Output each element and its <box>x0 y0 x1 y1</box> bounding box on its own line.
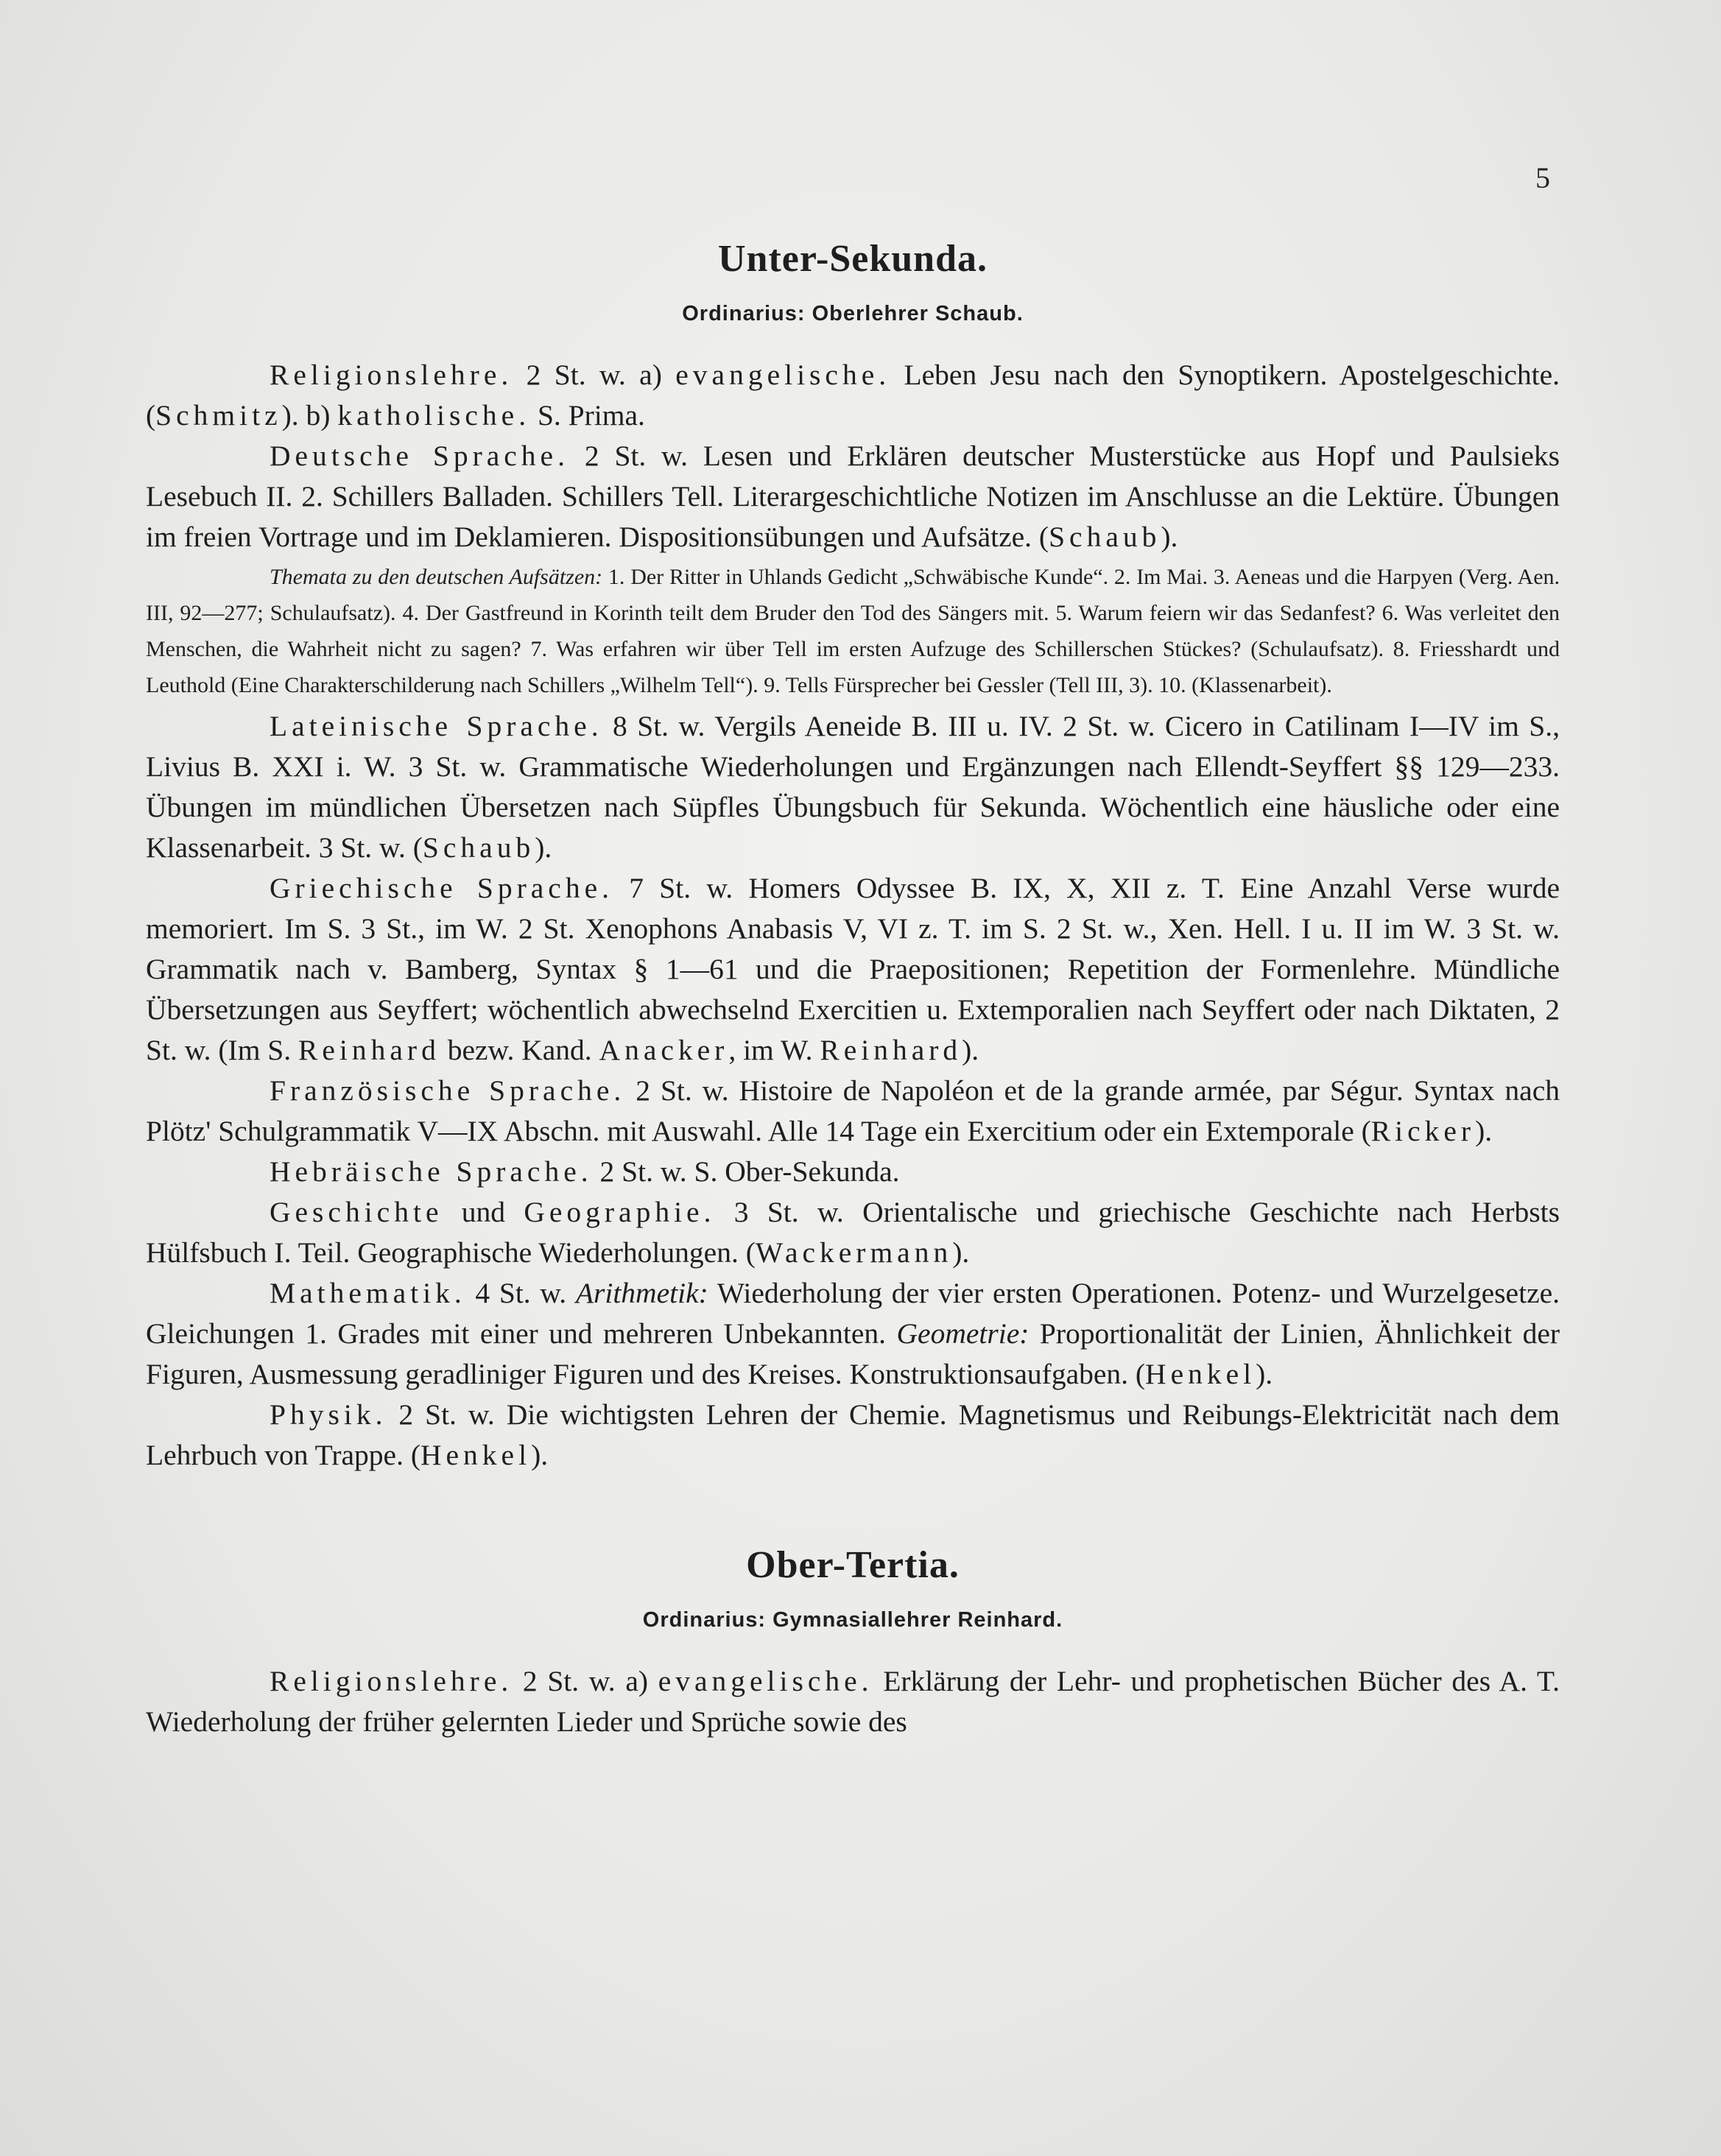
subject-geschichte: Geschichte <box>270 1196 443 1228</box>
subject-griechisch: Griechische Sprache. <box>270 872 613 904</box>
teacher-name: Reinhard <box>820 1034 962 1066</box>
paragraph-mathematik <box>146 1273 1560 1395</box>
subject-religion: Religionslehre. <box>270 359 513 391</box>
denomination: evangelische. <box>675 359 891 391</box>
teacher-name: Anacker <box>599 1034 729 1066</box>
text: 2 St. w. a) <box>513 1665 658 1697</box>
subject-mathematik: Mathematik. <box>270 1277 466 1309</box>
subsection-label: Arithmetik: <box>575 1277 708 1309</box>
text: ). <box>962 1034 979 1066</box>
text: 2 St. w. S. Ober-Sekunda. <box>592 1155 900 1188</box>
paragraph-geschichte <box>146 1192 1560 1273</box>
denomination: katholische. <box>337 399 531 431</box>
themata-lead: Themata zu den deutschen Aufsätzen: <box>270 565 603 589</box>
paragraph-griechisch <box>146 868 1560 1071</box>
text: ). <box>1256 1358 1273 1390</box>
text: Wiederholung der vier ersten Operationen. Potenz- und Wurzelgesetze. Gleichungen 1. Grades mit einer und mehreren Unbekannten. <box>146 1277 1560 1350</box>
text: Erklärung der Lehr- und prophetischen Bücher des A. T. Wiederholung der früher gelernten Lieder und Sprüche sowie des <box>146 1665 1560 1738</box>
text: 4 St. w. <box>465 1277 576 1309</box>
text: 8 St. w. Vergils Aeneide B. III u. IV. 2 St. w. Cicero in Catilinam I—IV im S., Livius B. XXI i. W. 3 St. w. Grammatische Wiederholungen und Ergänzungen nach Ellendt-Seyffert §§ 129—233. Übungen im mündlichen Übersetzen nach Süpfles Übungsbuch für Sekunda. Wöchentlich eine häusliche oder eine Klassenarbeit. 3 St. w. ( <box>146 710 1560 864</box>
paragraph-religion <box>146 355 1560 436</box>
text: und <box>443 1196 524 1228</box>
ordinarius-ober-tertia: Ordinarius: Gymnasiallehrer Reinhard. <box>642 1608 1063 1632</box>
section-gap <box>146 1476 1560 1527</box>
text: 2 St. w. Lesen und Erklären deutscher Musterstücke aus Hopf und Paulsieks Lesebuch II. 2. Schillers Balladen. Schillers Tell. Literargeschichtliche Notizen im Anschlusse an die Lektüre. Übungen im freien Vortrage und im Deklamieren. Dispositionsübungen und Aufsätze. ( <box>146 440 1560 553</box>
subject-deutsch: Deutsche Sprache. <box>270 440 569 472</box>
subject-franzoesisch: Französische Sprache. <box>270 1074 626 1107</box>
text: 2 St. w. Histoire de Napoléon et de la grande armée, par Ségur. Syntax nach Plötz' Schulgrammatik V—IX Abschn. mit Auswahl. Alle 14 Tage ein Exercitium oder ein Extemporale ( <box>146 1074 1560 1147</box>
teacher-name: Reinhard <box>298 1034 440 1066</box>
paragraph-deutsch <box>146 436 1560 557</box>
text: 7 St. w. Homers Odyssee B. IX, X, XII z. T. Eine Anzahl Verse wurde memoriert. Im S. 3 St., im W. 2 St. Xenophons Anabasis V, VI z. T. im S. 2 St. w., Xen. Hell. I u. II im W. 3 St. w. Grammatik nach v. Bamberg, Syntax § 1—61 und die Praepositionen; Repetition der Formenlehre. Mündliche Übersetzungen aus Seyffert; wöchentlich abwechselnd Exercitien u. Extemporalien nach Seyffert oder nach Diktaten, 2 St. w. (Im S. <box>146 872 1560 1066</box>
text: , im W. <box>728 1034 820 1066</box>
paragraph-latein <box>146 706 1560 868</box>
paragraph-physik <box>146 1395 1560 1476</box>
denomination: evangelische. <box>658 1665 873 1697</box>
text: bezw. Kand. <box>440 1034 599 1066</box>
teacher-name: Henkel <box>420 1439 532 1471</box>
text: ). <box>535 831 552 864</box>
text: ). <box>952 1236 970 1269</box>
ordinarius-unter-sekunda: Ordinarius: Oberlehrer Schaub. <box>682 302 1024 325</box>
text: ). <box>1161 521 1178 553</box>
teacher-name: Schaub <box>1049 521 1161 553</box>
text: 3 St. w. Orientalische und griechische Geschichte nach Herbsts Hülfsbuch I. Teil. Geographische Wiederholungen. ( <box>146 1196 1560 1269</box>
subject-religion: Religionslehre. <box>270 1665 513 1697</box>
paragraph-hebraeisch <box>146 1152 1560 1192</box>
teacher-name: Schaub <box>422 831 535 864</box>
teacher-name: Wackermann <box>755 1236 953 1269</box>
text: Leben Jesu nach den Synoptikern. Apostelgeschichte. ( <box>146 359 1560 431</box>
subject-hebraeisch: Hebräische Sprache. <box>270 1155 593 1188</box>
text: ). b) <box>281 399 338 431</box>
teacher-name: Henkel <box>1145 1358 1256 1390</box>
section-title-ober-tertia: Ober-Tertia. <box>746 1544 960 1586</box>
text: ). <box>531 1439 549 1471</box>
teacher-name: Ricker <box>1370 1115 1476 1147</box>
text: ). <box>1475 1115 1493 1147</box>
paragraph-franzoesisch <box>146 1071 1560 1152</box>
text: 2 St. w. a) <box>513 359 676 391</box>
page-content <box>146 221 1560 1742</box>
subsection-label: Geometrie: <box>896 1317 1030 1350</box>
text: S. Prima. <box>530 399 645 431</box>
page-number: 5 <box>1535 161 1550 194</box>
section-title-unter-sekunda: Unter-Sekunda. <box>717 238 988 280</box>
themata-list: 1. Der Ritter in Uhlands Gedicht „Schwäbische Kunde“. 2. Im Mai. 3. Aeneas und die Harpyen (Verg. Aen. III, 92—277; Schulaufsatz). 4. Der Gastfreund in Korinth teilt dem Bruder den Tod des Sängers mit. 5. Warum feiern wir das Sedanfest? 6. Was verleitet den Menschen, die Wahrheit nicht zu sagen? 7. Was erfahren wir über Tell im ersten Aufzuge des Schillerschen Stückes? (Schulaufsatz). 8. Friesshardt und Leuthold (Eine Charakterschilderung nach Schillers „Wilhelm Tell“). 9. Tells Fürsprecher bei Gessler (Tell III, 3). 10. (Klassenarbeit). <box>146 565 1560 697</box>
paragraph-themata <box>146 559 1560 703</box>
teacher-name: Schmitz <box>155 399 282 431</box>
text: Proportionalität der Linien, Ähnlichkeit der Figuren, Ausmessung geradliniger Figuren und des Kreises. Konstruktionsaufgaben. ( <box>146 1317 1560 1390</box>
text: 2 St. w. Die wichtigsten Lehren der Chemie. Magnetismus und Reibungs-Elektricität nach dem Lehrbuch von Trappe. ( <box>146 1398 1560 1471</box>
paragraph-religion-tertia <box>146 1661 1560 1742</box>
subject-geographie: Geographie. <box>524 1196 716 1228</box>
subject-latein: Lateinische Sprache. <box>270 710 603 742</box>
subject-physik: Physik. <box>270 1398 387 1431</box>
